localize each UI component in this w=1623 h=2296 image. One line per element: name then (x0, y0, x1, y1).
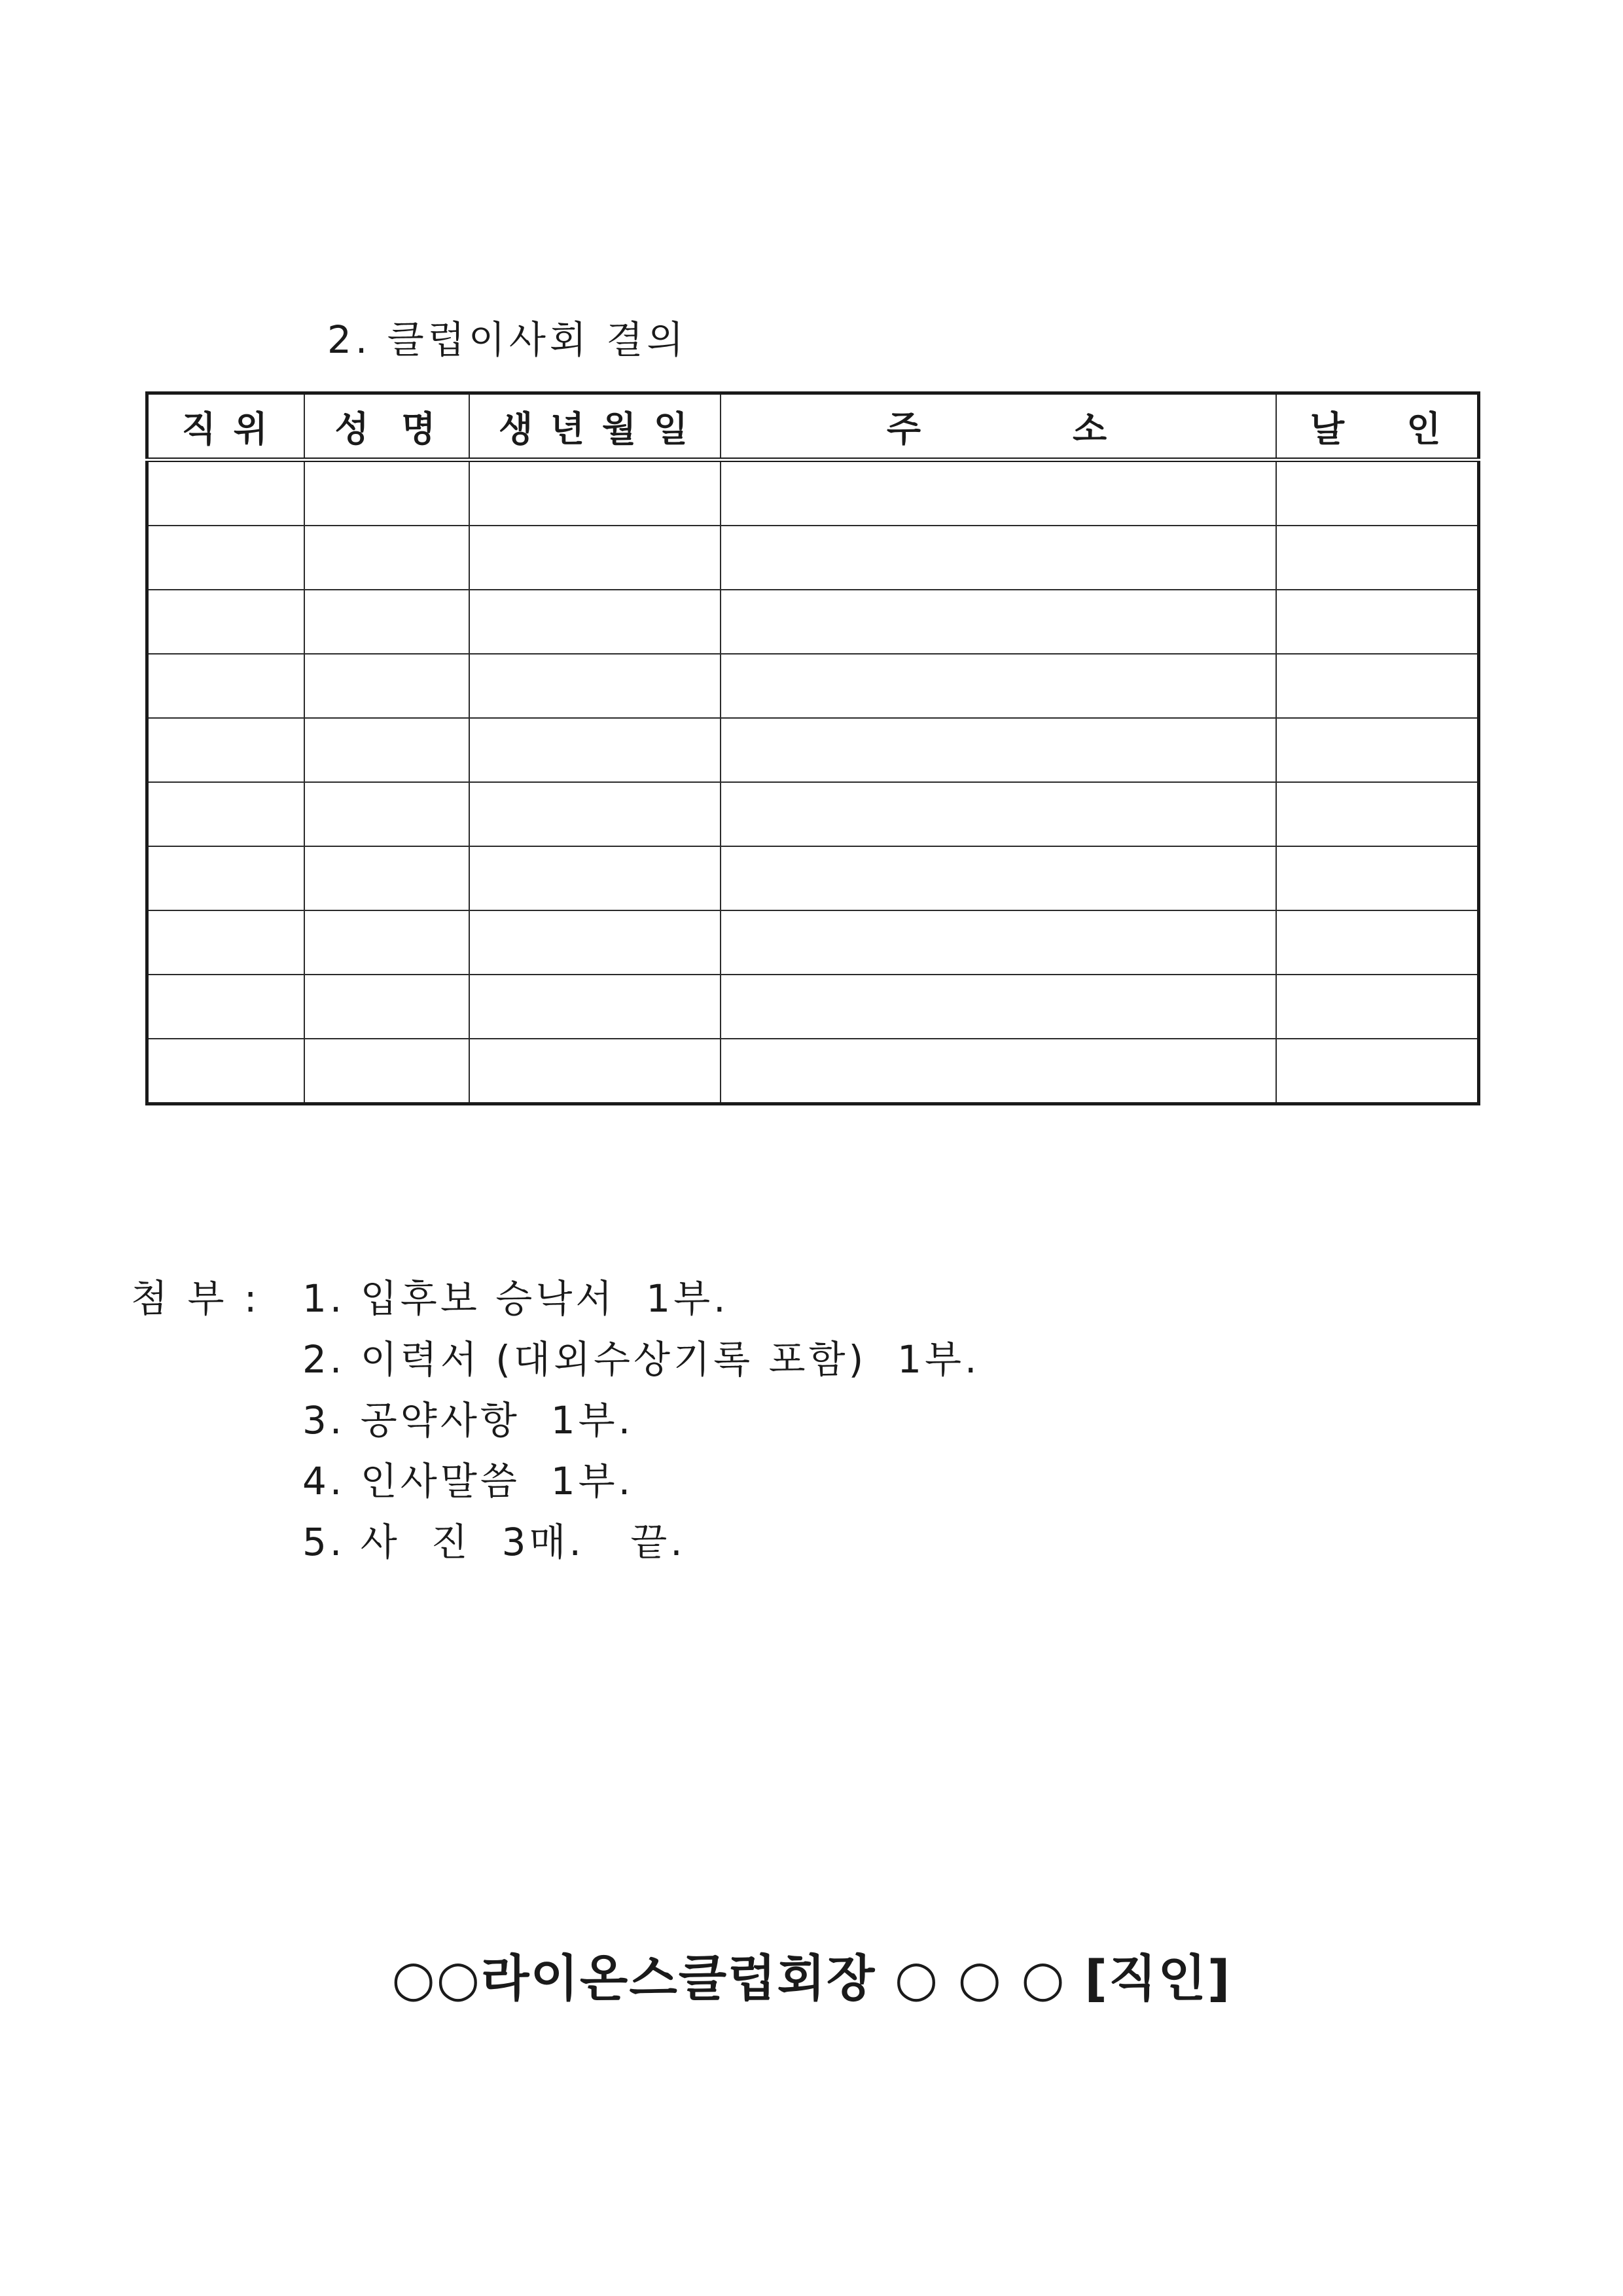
cell-position[interactable] (147, 718, 304, 782)
cell-seal[interactable] (1276, 590, 1479, 654)
attachment-item: 1. 입후보 승낙서 1부. (302, 1276, 729, 1321)
cell-name[interactable] (304, 718, 469, 782)
attachment-label: 첨 부 : (131, 1276, 261, 1321)
header-address: 주 소 (721, 393, 1276, 460)
table-row (147, 1039, 1479, 1104)
cell-name[interactable] (304, 590, 469, 654)
cell-position[interactable] (147, 460, 304, 526)
cell-birthdate[interactable] (469, 782, 721, 846)
section-title: 2. 클럽이사회 결의 (327, 317, 688, 362)
cell-name[interactable] (304, 782, 469, 846)
cell-address[interactable] (721, 975, 1276, 1039)
cell-birthdate[interactable] (469, 526, 721, 590)
cell-address[interactable] (721, 1039, 1276, 1104)
cell-position[interactable] (147, 846, 304, 910)
cell-seal[interactable] (1276, 1039, 1479, 1104)
cell-seal[interactable] (1276, 846, 1479, 910)
table-row (147, 782, 1479, 846)
cell-address[interactable] (721, 910, 1276, 975)
cell-address[interactable] (721, 654, 1276, 718)
cell-name[interactable] (304, 654, 469, 718)
table-row (147, 718, 1479, 782)
cell-name[interactable] (304, 910, 469, 975)
cell-position[interactable] (147, 975, 304, 1039)
board-resolution-table (145, 391, 1480, 1105)
cell-address[interactable] (721, 590, 1276, 654)
cell-position[interactable] (147, 782, 304, 846)
cell-position[interactable] (147, 526, 304, 590)
cell-seal[interactable] (1276, 718, 1479, 782)
cell-position[interactable] (147, 910, 304, 975)
table-body (147, 460, 1479, 1104)
attachment-item: 2. 이력서 (대외수상기록 포함) 1부. (302, 1337, 980, 1382)
cell-address[interactable] (721, 718, 1276, 782)
cell-name[interactable] (304, 975, 469, 1039)
table-row (147, 910, 1479, 975)
cell-name[interactable] (304, 1039, 469, 1104)
table-row (147, 975, 1479, 1039)
cell-name[interactable] (304, 526, 469, 590)
cell-position[interactable] (147, 590, 304, 654)
table-row (147, 526, 1479, 590)
table-row (147, 590, 1479, 654)
attachment-list (302, 1276, 980, 1584)
table-row (147, 654, 1479, 718)
cell-seal[interactable] (1276, 654, 1479, 718)
cell-seal[interactable] (1276, 782, 1479, 846)
cell-address[interactable] (721, 526, 1276, 590)
header-name: 성 명 (304, 393, 469, 460)
table-row (147, 460, 1479, 526)
cell-seal[interactable] (1276, 975, 1479, 1039)
attachment-item: 5. 사 진 3매. 끝. (302, 1520, 686, 1564)
cell-birthdate[interactable] (469, 590, 721, 654)
cell-seal[interactable] (1276, 460, 1479, 526)
cell-address[interactable] (721, 846, 1276, 910)
cell-name[interactable] (304, 460, 469, 526)
cell-seal[interactable] (1276, 910, 1479, 975)
header-birthdate: 생 년 월 일 (469, 393, 721, 460)
header-seal: 날 인 (1276, 393, 1479, 460)
cell-position[interactable] (147, 654, 304, 718)
cell-name[interactable] (304, 846, 469, 910)
cell-address[interactable] (721, 782, 1276, 846)
cell-birthdate[interactable] (469, 1039, 721, 1104)
cell-seal[interactable] (1276, 526, 1479, 590)
header-position: 직 위 (147, 393, 304, 460)
cell-birthdate[interactable] (469, 910, 721, 975)
cell-birthdate[interactable] (469, 654, 721, 718)
table-row (147, 846, 1479, 910)
cell-position[interactable] (147, 1039, 304, 1104)
attachment-item: 4. 인사말씀 1부. (302, 1459, 634, 1503)
cell-birthdate[interactable] (469, 846, 721, 910)
cell-birthdate[interactable] (469, 460, 721, 526)
cell-address[interactable] (721, 460, 1276, 526)
signature-line: ○○라이온스클럽회장 ○ ○ ○ [직인] (391, 1949, 1232, 2007)
cell-birthdate[interactable] (469, 975, 721, 1039)
cell-birthdate[interactable] (469, 718, 721, 782)
attachment-item: 3. 공약사항 1부. (302, 1398, 634, 1443)
table-header-row (147, 393, 1479, 460)
